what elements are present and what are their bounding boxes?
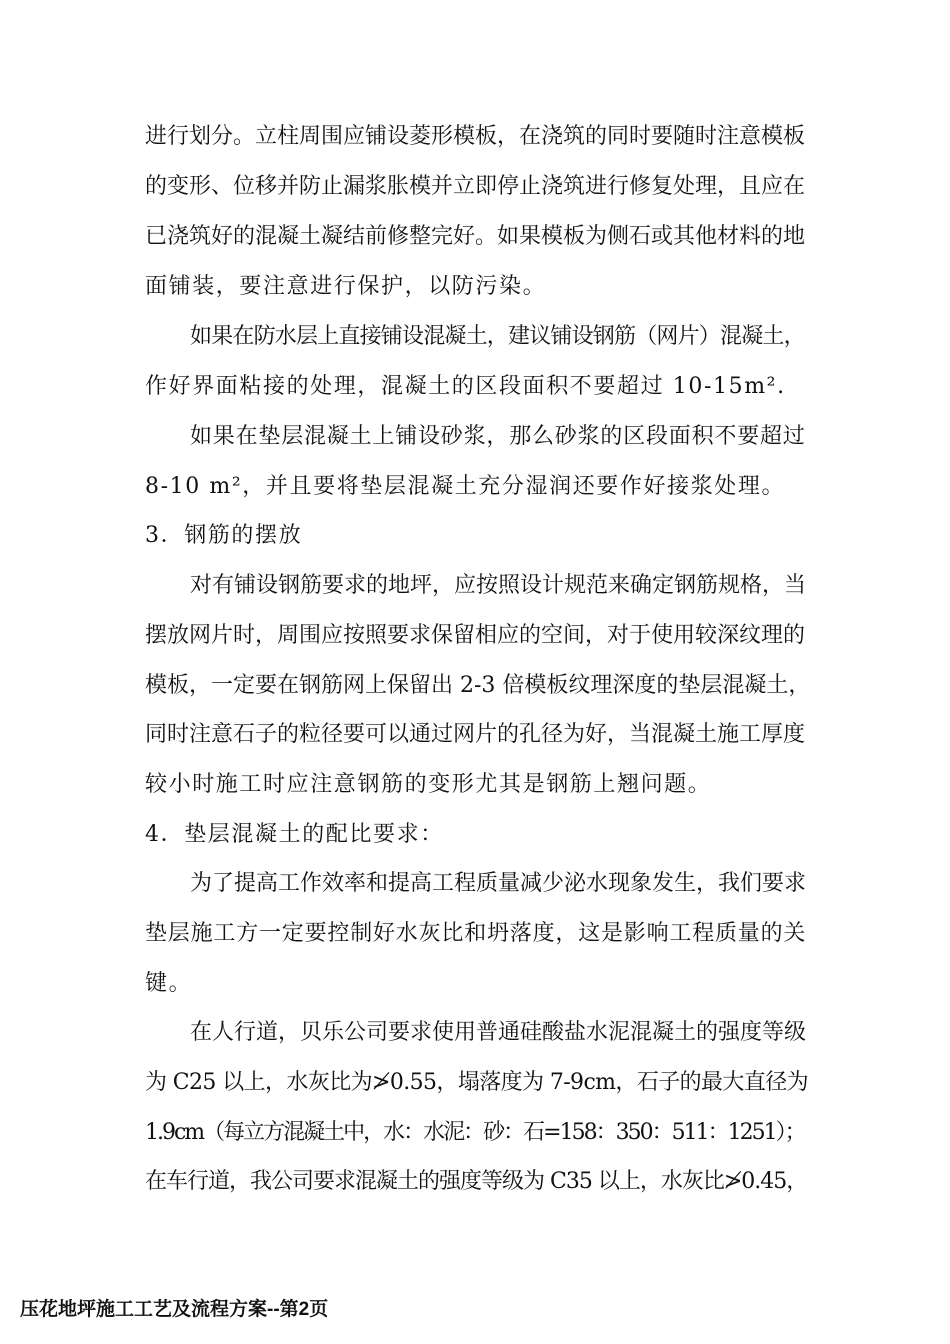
paragraph-line: 较小时施工时应注意钢筋的变形尤其是钢筋上翘问题。 — [145, 772, 712, 797]
paragraph-line: 为 C25 以上，水灰比为≯0.55，塌落度为 7-9cm，石子的最大直径为 — [145, 1070, 809, 1095]
paragraph-line: 的变形、位移并防止漏浆胀模并立即停止浇筑进行修复处理，且应在 — [145, 174, 806, 199]
paragraph-line: 作好界面粘接的处理，混凝土的区段面积不要超过 10-15m². — [145, 374, 786, 399]
paragraph-line: 1.9cm（每立方混凝土中，水：水泥：砂：石=158：350：511：1251）； — [145, 1120, 805, 1145]
paragraph-line: 为了提高工作效率和提高工程质量减少泌水现象发生，我们要求 — [190, 871, 807, 896]
paragraph-line: 垫层施工方一定要控制好水灰比和坍落度，这是影响工程质量的关 — [145, 921, 807, 946]
page-footer: 压花地坪施工工艺及流程方案--第2页 — [20, 1299, 329, 1320]
paragraph-line: 同时注意石子的粒径要可以通过网片的孔径为好，当混凝土施工厚度 — [145, 722, 806, 747]
paragraph-line: 面铺装，要注意进行保护，以防污染。 — [145, 274, 547, 299]
paragraph-line: 进行划分。立柱周围应铺设菱形模板，在浇筑的同时要随时注意模板 — [145, 124, 806, 149]
paragraph-line: 在人行道，贝乐公司要求使用普通硅酸盐水泥混凝土的强度等级 — [190, 1020, 807, 1045]
paragraph-line: 对有铺设钢筋要求的地坪，应按照设计规范来确定钢筋规格，当 — [190, 573, 807, 598]
paragraph-line: 模板，一定要在钢筋网上保留出 2-3 倍模板纹理深度的垫层混凝土， — [145, 673, 811, 698]
paragraph-line: 在车行道，我公司要求混凝土的强度等级为 C35 以上，水灰比≯0.45， — [145, 1169, 808, 1194]
paragraph-line: 键。 — [145, 971, 193, 996]
paragraph-line: 如果在垫层混凝土上铺设砂浆，那么砂浆的区段面积不要超过 — [190, 424, 806, 449]
paragraph-line: 摆放网片时，周围应按照要求保留相应的空间，对于使用较深纹理的 — [145, 623, 806, 648]
section-heading: 4．垫层混凝土的配比要求： — [145, 822, 444, 847]
paragraph-line: 8-10 m²，并且要将垫层混凝土充分湿润还要作好接浆处理。 — [145, 474, 786, 499]
paragraph-line: 已浇筑好的混凝土凝结前修整完好。如果模板为侧石或其他材料的地 — [145, 224, 806, 249]
paragraph-line: 如果在防水层上直接铺设混凝土，建议铺设钢筋（网片）混凝土， — [190, 324, 805, 349]
section-heading: 3．钢筋的摆放 — [145, 523, 303, 548]
